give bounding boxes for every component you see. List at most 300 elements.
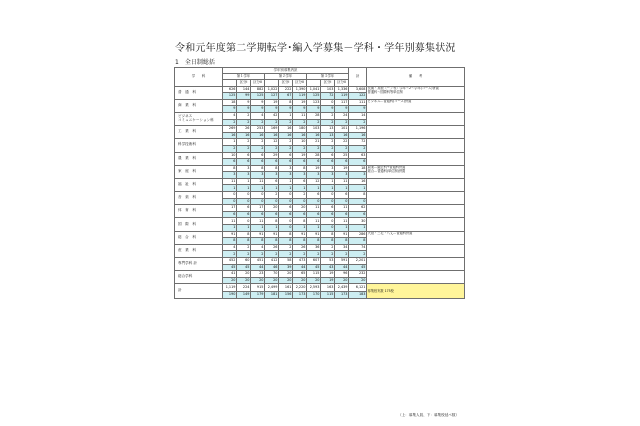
quota-cell: 74 (349, 244, 367, 251)
quota-cell: 8 (237, 231, 251, 238)
quota-cell: 1,022 (265, 86, 279, 93)
quota-cell: 6 (251, 152, 265, 159)
quota-cell: 2 (251, 139, 265, 146)
school-count-cell: 9 (251, 106, 265, 113)
school-count-cell: 0 (321, 198, 335, 205)
quota-cell: 19 (307, 165, 321, 172)
school-count-cell: 6 (265, 211, 279, 218)
quota-cell: 13 (321, 126, 335, 133)
table-row (175, 99, 465, 106)
school-count-cell: 3 (279, 172, 293, 179)
remarks-cell (367, 139, 465, 152)
school-count-cell: 16 (349, 132, 367, 139)
quota-cell: 2,201 (349, 258, 367, 265)
table-row (175, 152, 465, 159)
school-count-cell: 44 (251, 264, 265, 271)
quota-cell: 12 (307, 178, 321, 185)
quota-cell: 2 (279, 244, 293, 251)
header-recruit: 学年別募集内訳 (223, 68, 349, 74)
school-count-cell: 2 (251, 145, 265, 152)
school-count-cell: 125 (251, 93, 265, 100)
school-count-cell: 3 (293, 172, 307, 179)
school-count-cell: 16 (237, 132, 251, 139)
school-count-cell: 2 (265, 251, 279, 258)
school-count-cell: 16 (293, 132, 307, 139)
quota-cell: 10 (293, 139, 307, 146)
school-count-cell: 8 (293, 238, 307, 245)
quota-cell: 8 (251, 165, 265, 172)
quota-cell: 4 (251, 112, 265, 119)
quota-cell: 2 (321, 244, 335, 251)
subject-label: 普 通 科 (175, 86, 223, 99)
quota-cell: 6 (237, 205, 251, 212)
school-count-cell: 9 (349, 106, 367, 113)
quota-cell: 18 (349, 165, 367, 172)
quota-cell: 1,390 (293, 86, 307, 93)
quota-cell: 2 (321, 139, 335, 146)
quota-cell: 65 (293, 271, 307, 278)
school-count-cell: 20 (307, 277, 321, 284)
quota-cell: 8 (223, 165, 237, 172)
quota-cell: 286 (349, 231, 367, 238)
quota-cell: 11 (293, 112, 307, 119)
school-count-cell: 1 (321, 185, 335, 192)
school-count-cell: 0 (237, 198, 251, 205)
quota-cell: 2 (237, 139, 251, 146)
subject-label: 工 業 科 (175, 126, 223, 139)
school-count-cell: 115 (321, 291, 335, 298)
quota-cell: 591 (335, 258, 349, 265)
quota-cell: 8 (265, 165, 279, 172)
subject-label: 専門学科 計 (175, 258, 223, 271)
quota-cell: 0 (223, 192, 237, 199)
quota-cell: 8 (349, 192, 367, 199)
school-count-cell: 6 (335, 159, 349, 166)
quota-cell: 607 (307, 258, 321, 265)
remarks-cell (367, 205, 465, 218)
quota-cell: 101 (335, 126, 349, 133)
quota-cell: 11 (335, 178, 349, 185)
school-count-cell: 6 (279, 211, 293, 218)
quota-cell: 253 (251, 126, 265, 133)
school-count-cell: 6 (321, 159, 335, 166)
remarks-cell: 農業…園芸科→普通科併置 総合…普通科(単位制)併置 (367, 165, 465, 178)
school-count-cell: 8 (349, 238, 367, 245)
quota-cell: 269 (223, 126, 237, 133)
school-count-cell: 8 (279, 238, 293, 245)
school-count-cell: 6 (223, 159, 237, 166)
quota-cell: 6 (279, 205, 293, 212)
school-count-cell: 0 (223, 198, 237, 205)
school-count-cell: 9 (293, 106, 307, 113)
school-count-cell: 0 (321, 225, 335, 232)
remarks-cell: 大島・三宅・八丈…普通科併置 (367, 231, 465, 244)
table-row (175, 178, 465, 185)
school-count-cell: 2 (237, 119, 251, 126)
quota-cell: 3 (321, 165, 335, 172)
subject-label: 商 業 科 (175, 99, 223, 112)
table-row (175, 231, 465, 238)
quota-cell: 144 (237, 86, 251, 93)
quota-cell: 23 (251, 271, 265, 278)
quota-cell: 8 (293, 165, 307, 172)
quota-cell: 91 (293, 231, 307, 238)
school-count-cell: 3 (251, 172, 265, 179)
remarks-cell (367, 218, 465, 231)
school-count-cell: 1 (349, 225, 367, 232)
school-count-cell: 1 (251, 185, 265, 192)
quota-cell: 26 (237, 126, 251, 133)
subject-label: 計 (175, 284, 223, 299)
quota-cell: 25 (335, 152, 349, 159)
quota-cell: 1 (321, 178, 335, 185)
quota-cell: 9 (251, 99, 265, 106)
quota-cell: 2 (237, 112, 251, 119)
school-count-cell: 8 (265, 238, 279, 245)
quota-cell: 3 (279, 165, 293, 172)
remarks-cell (367, 112, 465, 125)
header-y1-div1: 区分Ⅰ (237, 80, 251, 86)
school-count-cell: 45 (237, 264, 251, 271)
table-header (175, 68, 465, 87)
table-row (175, 112, 465, 119)
school-count-cell: 20 (251, 277, 265, 284)
school-count-cell: 6 (265, 159, 279, 166)
header-year2: 第２学年 (265, 74, 307, 80)
school-count-cell: 45 (223, 264, 237, 271)
school-count-cell: 1 (307, 225, 321, 232)
quota-cell: 0 (321, 192, 335, 199)
quota-cell: 1,119 (223, 284, 237, 291)
remarks-cell (367, 244, 465, 257)
school-count-cell: 0 (265, 198, 279, 205)
school-count-cell: 127 (265, 93, 279, 100)
remarks-cell: 長期・其他（ーン等）学年～2～学年(コース)併置 普通科～国際科等単位制 (367, 86, 465, 99)
quota-cell: 96 (335, 271, 349, 278)
school-count-cell: 6 (223, 211, 237, 218)
school-count-cell: 1 (265, 185, 279, 192)
school-count-cell: 20 (279, 277, 293, 284)
quota-cell: 4 (223, 244, 237, 251)
table-row (175, 139, 465, 146)
quota-cell: 42 (265, 112, 279, 119)
quota-cell: 11 (335, 218, 349, 225)
quota-cell: 882 (251, 86, 265, 93)
quota-cell: 8 (279, 99, 293, 106)
school-count-cell: 19 (321, 277, 335, 284)
school-count-cell: 1 (223, 225, 237, 232)
school-count-cell: 119 (335, 93, 349, 100)
quota-cell: 0 (251, 192, 265, 199)
school-count-cell: 1 (265, 225, 279, 232)
table-row (175, 258, 465, 265)
school-count-cell: 1 (335, 185, 349, 192)
quota-cell: 29 (265, 152, 279, 159)
quota-cell: 11 (251, 218, 265, 225)
school-count-cell: 2 (321, 145, 335, 152)
school-count-cell: 8 (321, 238, 335, 245)
quota-cell: 8 (279, 231, 293, 238)
table-footnote: （上：募集人員、下：募集校延べ数） (398, 413, 460, 417)
school-count-cell: 1 (251, 225, 265, 232)
quota-cell: 16 (349, 178, 367, 185)
quota-cell: 6 (335, 192, 349, 199)
quota-cell: 18 (223, 99, 237, 106)
quota-cell: 4 (251, 244, 265, 251)
subject-label: 総 合 科 (175, 231, 223, 244)
quota-cell: 91 (223, 231, 237, 238)
school-count-cell: 2 (335, 251, 349, 258)
table-row (175, 218, 465, 225)
quota-cell: 161 (279, 284, 293, 291)
school-count-cell: 43 (321, 264, 335, 271)
school-count-cell: 20 (265, 277, 279, 284)
header-subject: 学 科 (175, 68, 223, 87)
school-count-cell: 125 (223, 93, 237, 100)
quota-cell: 1 (279, 178, 293, 185)
school-count-cell: 2 (307, 145, 321, 152)
school-count-cell: 6 (307, 211, 321, 218)
school-count-cell: 3 (349, 172, 367, 179)
quota-cell: 103 (321, 86, 335, 93)
remarks-cell: 募集校実数 175校 (367, 284, 465, 299)
school-count-cell: 173 (335, 291, 349, 298)
table-row (175, 284, 465, 291)
quota-cell: 60 (237, 258, 251, 265)
school-count-cell: 3 (237, 172, 251, 179)
school-count-cell: 8 (307, 238, 321, 245)
school-count-cell: 6 (279, 159, 293, 166)
school-count-cell: 3 (335, 172, 349, 179)
quota-cell: 36 (307, 244, 321, 251)
subject-label: 国 際 科 (175, 218, 223, 231)
quota-cell: 28 (307, 152, 321, 159)
subject-label: 音 楽 科 (175, 192, 223, 205)
table-row (175, 126, 465, 133)
quota-cell: 1 (223, 139, 237, 146)
school-count-cell: 2 (279, 145, 293, 152)
quota-cell: 41 (223, 271, 237, 278)
header-total: 計 (349, 68, 367, 87)
quota-cell: 6 (293, 178, 307, 185)
quota-cell: 9 (237, 99, 251, 106)
school-count-cell: 6 (251, 159, 265, 166)
school-count-cell: 1 (293, 225, 307, 232)
quota-cell: 0 (279, 218, 293, 225)
school-count-cell: 0 (335, 198, 349, 205)
quota-cell: 14 (349, 112, 367, 119)
quota-cell: 163 (321, 284, 335, 291)
school-count-cell: 2 (307, 119, 321, 126)
school-count-cell: 9 (279, 106, 293, 113)
school-count-cell: 173 (293, 291, 307, 298)
school-count-cell: 9 (265, 106, 279, 113)
quota-cell: 115 (307, 271, 321, 278)
quota-cell: 70 (265, 271, 279, 278)
quota-cell: 28 (307, 112, 321, 119)
school-count-cell: 8 (251, 238, 265, 245)
school-count-cell: 2 (279, 251, 293, 258)
quota-cell: 91 (335, 231, 349, 238)
school-count-cell: 2 (251, 119, 265, 126)
subject-label: 福 祉 科 (175, 178, 223, 191)
quota-cell: 1,336 (335, 86, 349, 93)
recruitment-table (174, 67, 465, 299)
quota-cell: 11 (223, 178, 237, 185)
school-count-cell: 8 (237, 238, 251, 245)
school-count-cell: 6 (335, 211, 349, 218)
quota-cell: 6 (237, 152, 251, 159)
quota-cell: 26 (293, 244, 307, 251)
school-count-cell: 45 (349, 264, 367, 271)
quota-cell: 3,608 (349, 86, 367, 93)
school-count-cell: 3 (307, 172, 321, 179)
quota-cell: 180 (293, 126, 307, 133)
school-count-cell: 20 (335, 277, 349, 284)
quota-cell: 626 (223, 86, 237, 93)
quota-cell: 19 (293, 152, 307, 159)
quota-cell: 11 (223, 218, 237, 225)
quota-cell: 20 (237, 271, 251, 278)
school-count-cell: 2 (349, 251, 367, 258)
quota-cell: 3 (237, 165, 251, 172)
quota-cell: 0 (237, 192, 251, 199)
school-count-cell: 16 (223, 132, 237, 139)
school-count-cell: 6 (237, 159, 251, 166)
quota-cell: 12 (265, 139, 279, 146)
quota-cell: 451 (251, 258, 265, 265)
quota-cell: 17 (223, 205, 237, 212)
quota-cell: 0 (321, 218, 335, 225)
quota-cell: 2 (279, 139, 293, 146)
school-count-cell: 44 (293, 264, 307, 271)
header-year3: 第３学年 (307, 74, 349, 80)
school-count-cell: 20 (223, 277, 237, 284)
quota-cell: 20 (279, 271, 293, 278)
school-count-cell: 45 (307, 264, 321, 271)
table-row (175, 205, 465, 212)
quota-cell: 1,196 (349, 126, 367, 133)
school-count-cell: 2 (321, 119, 335, 126)
school-count-cell: 0 (279, 225, 293, 232)
school-count-cell: 3 (265, 172, 279, 179)
quota-cell: 63 (349, 152, 367, 159)
quota-cell: 0 (237, 218, 251, 225)
school-count-cell: 6 (349, 159, 367, 166)
subject-label: 家 庭 科 (175, 165, 223, 178)
school-count-cell: 6 (349, 211, 367, 218)
quota-cell: 1,041 (307, 86, 321, 93)
header-remarks: 備 考 (367, 68, 465, 87)
remarks-cell (367, 152, 465, 165)
quota-cell: 58 (279, 258, 293, 265)
quota-cell: 91 (307, 231, 321, 238)
quota-cell: 6 (321, 205, 335, 212)
subject-label: ビジネス コミュニケーション科 (175, 112, 223, 125)
school-count-cell: 9 (335, 106, 349, 113)
school-count-cell: 2 (265, 145, 279, 152)
remarks-cell (367, 178, 465, 191)
quota-cell: 24 (335, 112, 349, 119)
quota-cell: 21 (307, 139, 321, 146)
school-count-cell: 2 (349, 145, 367, 152)
school-count-cell: 1 (237, 225, 251, 232)
school-count-cell: 2 (293, 119, 307, 126)
school-count-cell: 46 (265, 264, 279, 271)
school-count-cell: 6 (293, 159, 307, 166)
school-count-cell: 2 (335, 145, 349, 152)
school-count-cell: 3 (321, 172, 335, 179)
quota-cell: 30 (349, 218, 367, 225)
remarks-cell: ビジネス…普通科(コース)併置 (367, 99, 465, 112)
quota-cell: 452 (223, 258, 237, 265)
quota-cell: 53 (321, 258, 335, 265)
quota-cell: 11 (307, 205, 321, 212)
school-count-cell: 2 (223, 145, 237, 152)
quota-cell: 72 (349, 139, 367, 146)
quota-cell: 20 (265, 205, 279, 212)
school-count-cell: 20 (237, 277, 251, 284)
school-count-cell: 39 (279, 264, 293, 271)
school-count-cell: 2 (307, 251, 321, 258)
school-count-cell: 0 (349, 198, 367, 205)
school-count-cell: 183 (349, 291, 367, 298)
quota-cell: 6 (321, 152, 335, 159)
school-count-cell: 9 (237, 106, 251, 113)
school-count-cell: 2 (321, 251, 335, 258)
header-y2-div1: 区分Ⅰ (279, 80, 293, 86)
quota-cell: 6 (279, 152, 293, 159)
school-count-cell: 6 (251, 211, 265, 218)
school-count-cell: 6 (237, 211, 251, 218)
quota-cell: 117 (335, 99, 349, 106)
quota-cell: 103 (307, 126, 321, 133)
school-count-cell: 2 (223, 251, 237, 258)
school-count-cell: 9 (223, 106, 237, 113)
school-count-cell: 1 (237, 185, 251, 192)
subject-label: 体 育 科 (175, 205, 223, 218)
school-count-cell: 67 (279, 93, 293, 100)
school-count-cell: 6 (321, 211, 335, 218)
school-count-cell: 3 (223, 172, 237, 179)
quota-cell: 232 (349, 271, 367, 278)
school-count-cell: 16 (279, 132, 293, 139)
quota-cell: 2,220 (293, 284, 307, 291)
quota-cell: 169 (265, 126, 279, 133)
school-count-cell: 2 (265, 119, 279, 126)
quota-cell: 4 (223, 112, 237, 119)
remarks-cell (367, 271, 465, 284)
section-label: 1 全日制総括 (175, 59, 215, 66)
school-count-cell: 20 (349, 277, 367, 284)
quota-cell: 20 (293, 205, 307, 212)
quota-cell: 8 (321, 231, 335, 238)
quota-cell: 412 (265, 258, 279, 265)
quota-cell: 11 (251, 178, 265, 185)
quota-cell: 62 (349, 205, 367, 212)
table-body (175, 86, 465, 299)
school-count-cell: 8 (223, 238, 237, 245)
school-count-cell: 0 (293, 198, 307, 205)
school-count-cell: 179 (251, 291, 265, 298)
school-count-cell: 2 (237, 251, 251, 258)
school-count-cell: 181 (265, 291, 279, 298)
quota-cell: 19 (335, 165, 349, 172)
school-count-cell: 170 (307, 291, 321, 298)
school-count-cell: 2 (335, 119, 349, 126)
quota-cell: 11 (307, 218, 321, 225)
quota-cell: 473 (293, 258, 307, 265)
